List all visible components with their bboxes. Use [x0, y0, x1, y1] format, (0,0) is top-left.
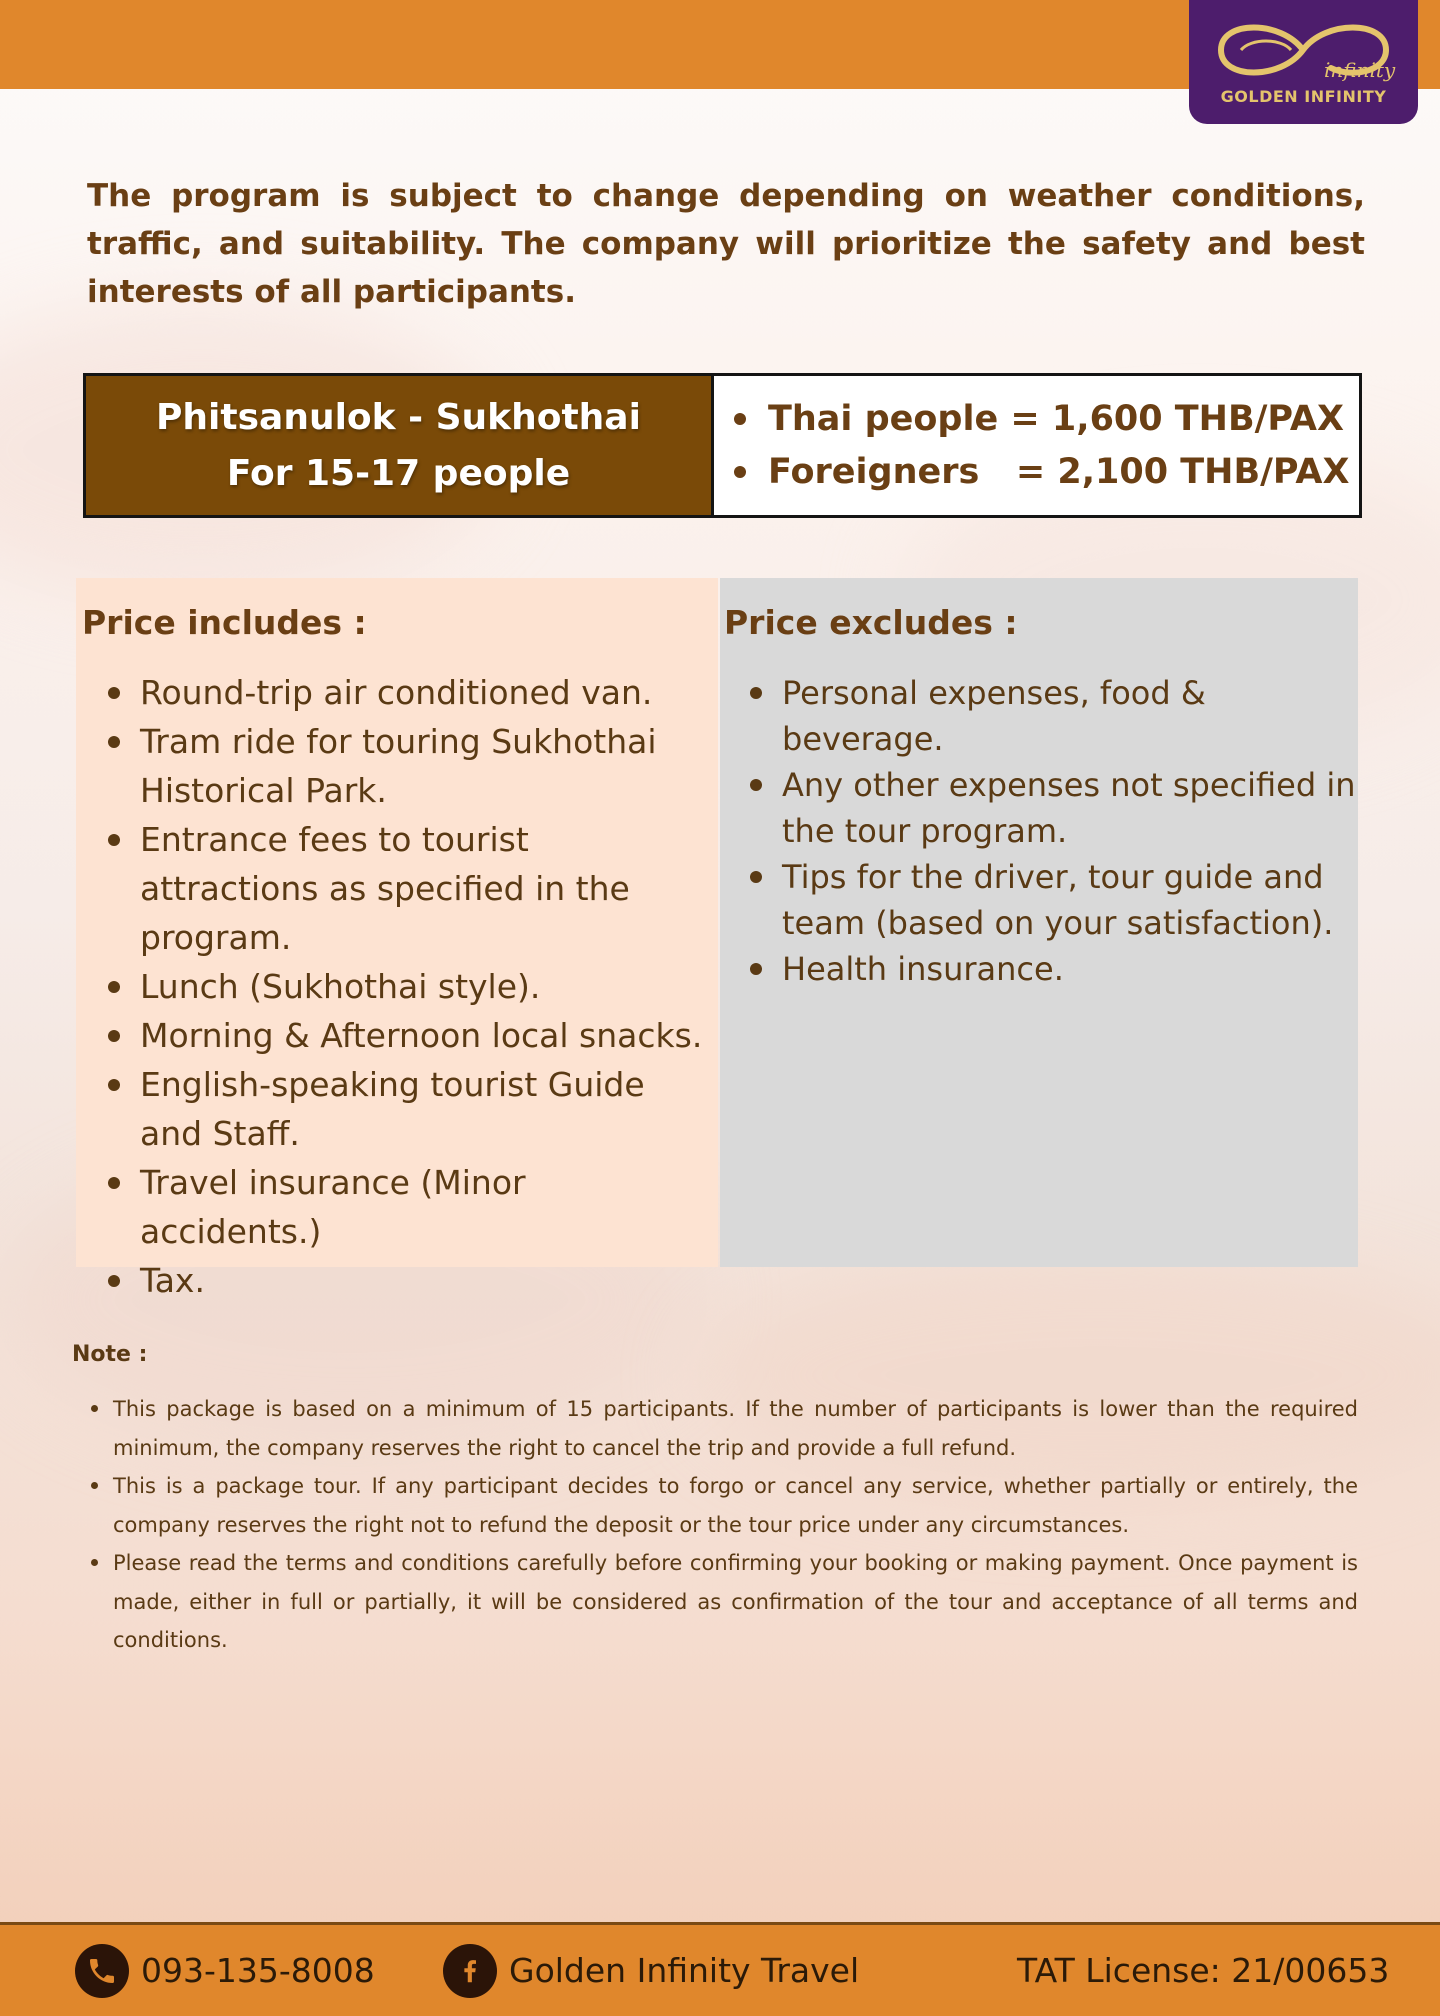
excludes-title: Price excludes : — [724, 603, 1018, 642]
intro-paragraph: The program is subject to change depending on weather conditions, traffic, and suitability. The company will prioritize the safety and best interests of all participants. — [87, 178, 1365, 310]
list-item: Tram ride for touring Sukhothai Historical Park. — [106, 717, 716, 815]
package-title — [86, 376, 714, 515]
list-item: Tips for the driver, tour guide and team (based on your satisfaction). — [748, 854, 1358, 946]
excludes-list — [748, 670, 1358, 992]
group-label: For 15-17 people — [226, 452, 571, 494]
price-thai: Thai people = 1,600 THB/PAX — [768, 398, 1344, 439]
footer-phone[interactable] — [75, 1925, 375, 2016]
list-item: Health insurance. — [748, 946, 1358, 992]
price-list — [714, 376, 1359, 515]
list-item: Entrance fees to tourist attractions as specified in the program. — [106, 815, 716, 962]
price-foreigners: Foreigners = 2,100 THB/PAX — [768, 451, 1350, 492]
list-item: Lunch (Sukhothai style). — [106, 962, 716, 1011]
price-row — [734, 446, 1359, 499]
footer-license — [1017, 1925, 1389, 2016]
list-item: Any other expenses not specified in the tour program. — [748, 762, 1358, 854]
golden-infinity-logo — [1189, 0, 1418, 124]
phone-icon — [75, 1944, 129, 1998]
footer-bar — [0, 1922, 1440, 2016]
logo-script: infinity — [1324, 58, 1396, 82]
note-title: Note : — [72, 1342, 148, 1367]
phone-number: 093-135-8008 — [141, 1951, 375, 1990]
list-item: Personal expenses, food & beverage. — [748, 670, 1358, 762]
logo-brand: GOLDEN INFINITY — [1220, 87, 1387, 106]
footer-facebook[interactable] — [443, 1925, 859, 2016]
includes-title: Price includes : — [82, 603, 367, 642]
list-item: Round-trip air conditioned van. — [106, 668, 716, 717]
note-list — [88, 1390, 1358, 1660]
facebook-icon — [443, 1944, 497, 1998]
price-excludes-panel — [720, 578, 1358, 1267]
price-includes-panel — [76, 578, 718, 1300]
bullet-icon — [734, 466, 746, 478]
list-item: Travel insurance (Minor accidents.) — [106, 1158, 716, 1256]
bullet-icon — [734, 413, 746, 425]
note-item: This package is based on a minimum of 15 participants. If the number of participants is lower than the required minimum, the company reserves the right to cancel the trip and provide a full refund. — [88, 1390, 1358, 1467]
list-item: English-speaking tourist Guide and Staff. — [106, 1060, 716, 1158]
facebook-name: Golden Infinity Travel — [509, 1951, 860, 1990]
price-row — [734, 393, 1359, 446]
price-box — [83, 373, 1362, 518]
note-item: This is a package tour. If any participant decides to forgo or cancel any service, whether partially or entirely, the company reserves the right not to refund the deposit or the tour price under any circumstances. — [88, 1467, 1358, 1544]
route-label: Phitsanulok - Sukhothai — [156, 396, 641, 438]
note-item: Please read the terms and conditions carefully before confirming your booking or making payment. Once payment is made, either in full or partially, it will be considered as confirmation of the tour and acceptance of all terms and conditions. — [88, 1544, 1358, 1660]
list-item: Morning & Afternoon local snacks. — [106, 1011, 716, 1060]
tat-license: TAT License: 21/00653 — [1017, 1951, 1390, 1990]
includes-list — [106, 668, 716, 1305]
list-item: Tax. — [106, 1256, 716, 1305]
